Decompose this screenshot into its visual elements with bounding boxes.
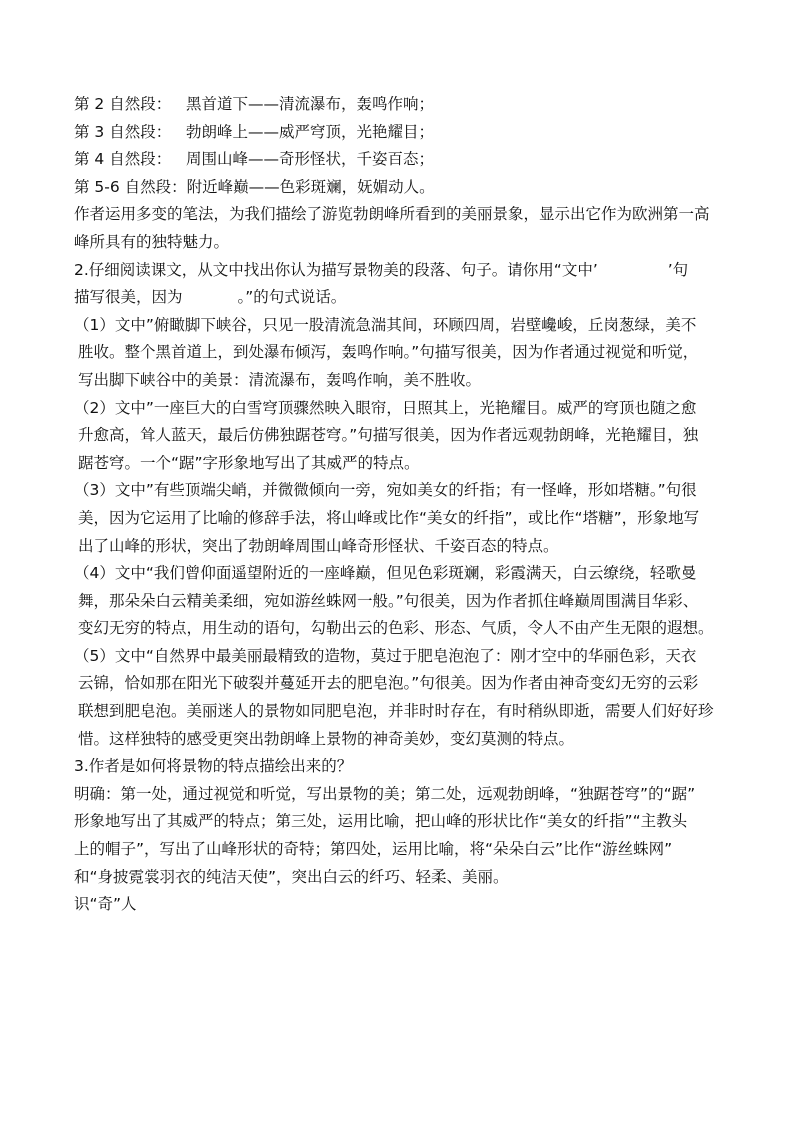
question-3: 3.作者是如何将景物的特点描绘出来的？ xyxy=(74,757,353,776)
question-2-text: ’句 xyxy=(667,260,689,279)
answer-3-line: 出了山峰的形状，突出了勃朗峰周围山峰奇形怪状、千姿百态的特点。 xyxy=(78,536,559,555)
summary-line: 作者运用多变的笔法，为我们描绘了游览勃朗峰所看到的美丽景象，显示出它作为欧洲第一高 xyxy=(74,205,710,224)
paragraph-content: 周围山峰——奇形怪状，千姿百态； xyxy=(186,150,435,169)
section-heading: 识“奇”人 xyxy=(74,895,137,914)
paragraph-content: 附近峰巅——色彩斑斓，妩媚动人。 xyxy=(186,177,435,196)
answer-1-line: （1）文中”俯瞰脚下峡谷，只见一股清流急湍其间，环顾四周，岩壁巉峻，丘岗葱绿，美不 xyxy=(74,315,697,334)
answer-2-line: （2）文中”一座巨大的白雪穹顶骤然映入眼帘，日照其上，光艳耀目。威严的穹顶也随之愈 xyxy=(74,398,697,417)
question-2-text: 。”的句式说话。 xyxy=(237,288,347,307)
paragraph-content: 勃朗峰上——威严穹顶，光艳耀目； xyxy=(186,122,435,141)
question-2-line-1 xyxy=(74,257,730,285)
answer-5-line: 云锦，恰如那在阳光下破裂并蔓延开去的肥皂泡。”句很美。因为作者由神奇变幻无穷的云彩 xyxy=(78,674,699,693)
answer-5-line: 惜。这样独特的感受更突出勃朗峰上景物的神奇美妙，变幻莫测的特点。 xyxy=(78,729,575,748)
answer-1-line: 写出脚下峡谷中的美景：清流瀑布，轰鸣作响，美不胜收。 xyxy=(78,370,482,389)
paragraph-map-row-2 xyxy=(74,91,730,119)
answer-3-line: 美，因为它运用了比喻的修辞手法，将山峰或比作“美女的纤指”，或比作“塔糖”，形象地写 xyxy=(78,508,700,527)
paragraph-map-row-5-6 xyxy=(74,174,730,202)
question-3-answer-line: 形象地写出了其威严的特点；第三处，运用比喻，把山峰的形状比作“美女的纤指”“主教头 xyxy=(74,812,688,831)
paragraph-label: 第 2 自然段： xyxy=(74,95,172,113)
answer-1-line: 胜收。整个黑首道上，到处瀑布倾泻，轰鸣作响。”句描写很美，因为作者通过视觉和听觉， xyxy=(78,343,699,362)
answer-5-line: （5）文中“自然界中最美丽最精致的造物，莫过于肥皂泡泡了：刚才空中的华丽色彩，天衣 xyxy=(74,646,697,665)
answer-3-line: （3）文中”有些顶端尖峭，并微微倾向一旁，宛如美女的纤指；有一怪峰，形如塔糖。”句很 xyxy=(74,481,697,500)
answer-4-line: 舞，那朵朵白云精美柔细，宛如游丝蛛网一般。”句很美，因为作者抓住峰巅周围满目华彩、 xyxy=(78,591,699,610)
answer-2-line: 升愈高，耸人蓝天，最后仿佛独踞苍穹。”句描写很美，因为作者远观勃朗峰，光艳耀目，独 xyxy=(78,426,699,445)
paragraph-map-row-4 xyxy=(74,146,730,174)
question-2-line-2 xyxy=(74,284,730,312)
question-2-text: 2.仔细阅读课文，从文中找出你认为描写景物美的段落、句子。请你用“文中’ xyxy=(74,260,598,279)
document-page xyxy=(74,91,730,919)
question-2-text: 描写很美，因为 xyxy=(74,288,183,307)
question-3-answer-line: 和“身披霓裳羽衣的纯洁天使”，突出白云的纤巧、轻柔、美丽。 xyxy=(74,867,509,886)
answer-2-line: 踞苍穹。一个“踞”字形象地写出了其威严的特点。 xyxy=(78,453,420,472)
paragraph-content: 黑首道下——清流瀑布，轰鸣作响； xyxy=(186,95,435,113)
answer-4-line: 变幻无穷的特点，用生动的语句，勾勒出云的色彩、形态、气质，令人不由产生无限的遐想。 xyxy=(78,619,714,638)
answer-5-line: 联想到肥皂泡。美丽迷人的景物如同肥皂泡，并非时时存在，有时稍纵即逝，需要人们好好珍 xyxy=(78,702,714,721)
paragraph-label: 第 3 自然段： xyxy=(74,122,172,141)
paragraph-map-row-3 xyxy=(74,119,730,147)
paragraph-label: 第 5-6 自然段： xyxy=(74,177,187,196)
question-3-answer-line: 明确：第一处，通过视觉和听觉，写出景物的美；第二处，远观勃朗峰，“独踞苍穹”的“踞” xyxy=(74,784,696,803)
question-3-answer-line: 上的帽子”，写出了山峰形状的奇特；第四处，运用比喻，将“朵朵白云”比作“游丝蛛网” xyxy=(74,840,673,859)
answer-4-line: （4）文中“我们曾仰面遥望附近的一座峰巅，但见色彩斑斓，彩霞满天，白云缭绕，轻歌曼 xyxy=(74,564,697,583)
paragraph-label: 第 4 自然段： xyxy=(74,150,172,169)
summary-line: 峰所具有的独特魅力。 xyxy=(74,232,230,251)
